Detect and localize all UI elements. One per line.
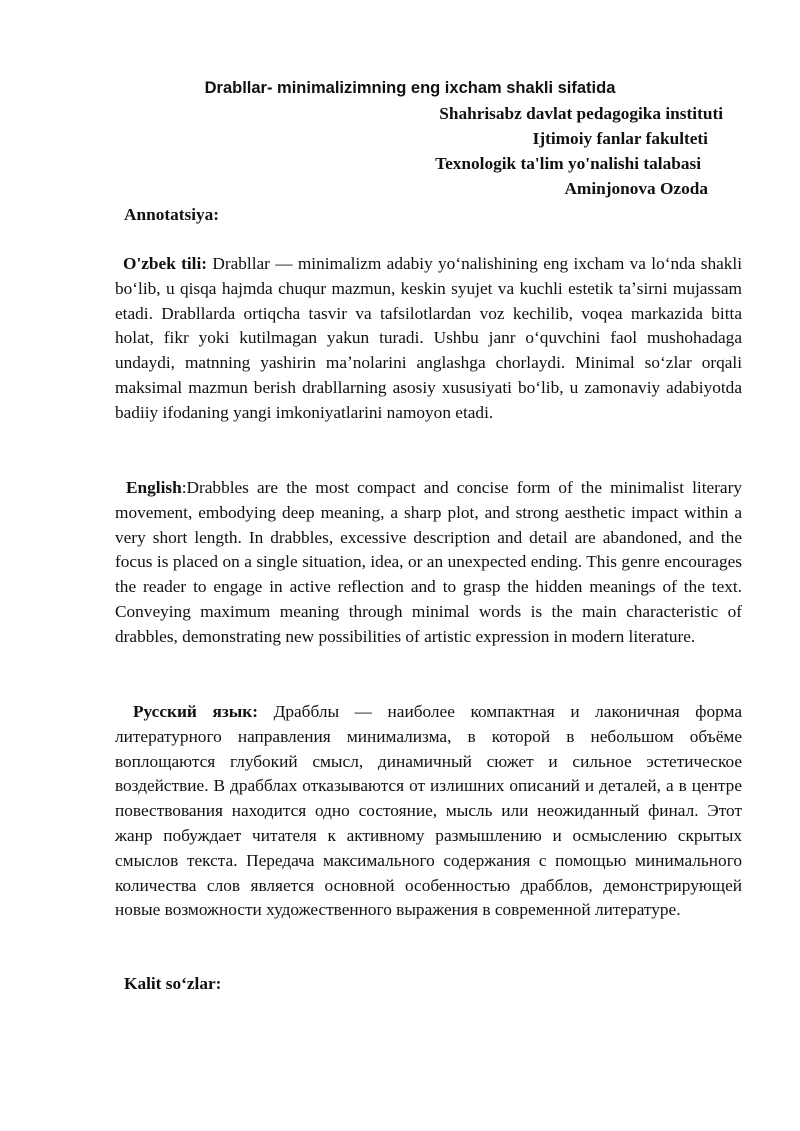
abstract-russian xyxy=(115,700,742,923)
keywords-heading: Kalit soʻzlar: xyxy=(124,974,222,993)
annotation-heading: Annotatsiya: xyxy=(124,205,220,224)
abstract-uzbek xyxy=(115,252,742,426)
faculty-name: Ijtimoiy fanlar fakulteti xyxy=(532,129,708,148)
abstract-uzbek-label: O'zbek tili: xyxy=(123,254,208,273)
document-title: Drabllar- minimalizimning eng ixcham shakli sifatida xyxy=(204,79,616,97)
institution-name: Shahrisabz davlat pedagogika instituti xyxy=(439,104,723,123)
abstract-russian-label: Русский язык: xyxy=(133,702,258,721)
abstract-english-label: English xyxy=(126,478,182,497)
abstract-russian-text: Драбблы — наиболее компактная и лаконичная форма литературного направления минимализма, в которой в небольшом объёме воплощаются глубокий смысл, динамичный сюжет и сильное эстетическое воздействие. В драбблах отказываются от излишних описаний и деталей, а в центре повествования находится одно состояние, мысль или неожиданный финал. Этот жанр побуждает читателя к активному размышлению и осмыслению скрытых смыслов текста. Передача максимального содержания с помощью минимального количества слов является основной особенностью драбблов, демонстрирующей новые возможности художественного выражения в современной литературе. xyxy=(115,702,742,920)
student-role: Texnologik ta'lim yo'nalishi talabasi xyxy=(435,154,701,173)
author-name: Aminjonova Ozoda xyxy=(564,179,708,198)
abstract-uzbek-text: Drabllar — minimalizm adabiy yoʻnalishining eng ixcham va loʻnda shakli boʻlib, u qisqa hajmda chuqur mazmun, keskin syujet va kuchli estetik taʼsirni mujassam etadi. Drabllarda ortiqcha tasvir va tafsilotlardan voz kechilib, voqea markazida bitta holat, fikr yoki kutilmagan yakun turadi. Ushbu janr oʻquvchini faol mushohadaga undaydi, matnning yashirin maʼnolarini anglashga chorlaydi. Minimal soʻzlar orqali maksimal mazmun berish drabllarning asosiy xususiyati boʻlib, u zamonaviy adabiyotda badiiy ifodaning yangi imkoniyatlarini namoyon etadi. xyxy=(115,254,743,422)
abstract-english xyxy=(115,476,742,650)
abstract-english-text: :Drabbles are the most compact and concise form of the minimalist literary movement, embodying deep meaning, a sharp plot, and strong aesthetic impact within a very short length. In drabbles, excessive description and detail are abandoned, and the focus is placed on a single situation, idea, or an unexpected ending. This genre encourages the reader to engage in active reflection and to grasp the hidden meanings of the text. Conveying maximum meaning through minimal words is the main characteristic of drabbles, demonstrating new possibilities of artistic expression in modern literature. xyxy=(115,478,742,646)
